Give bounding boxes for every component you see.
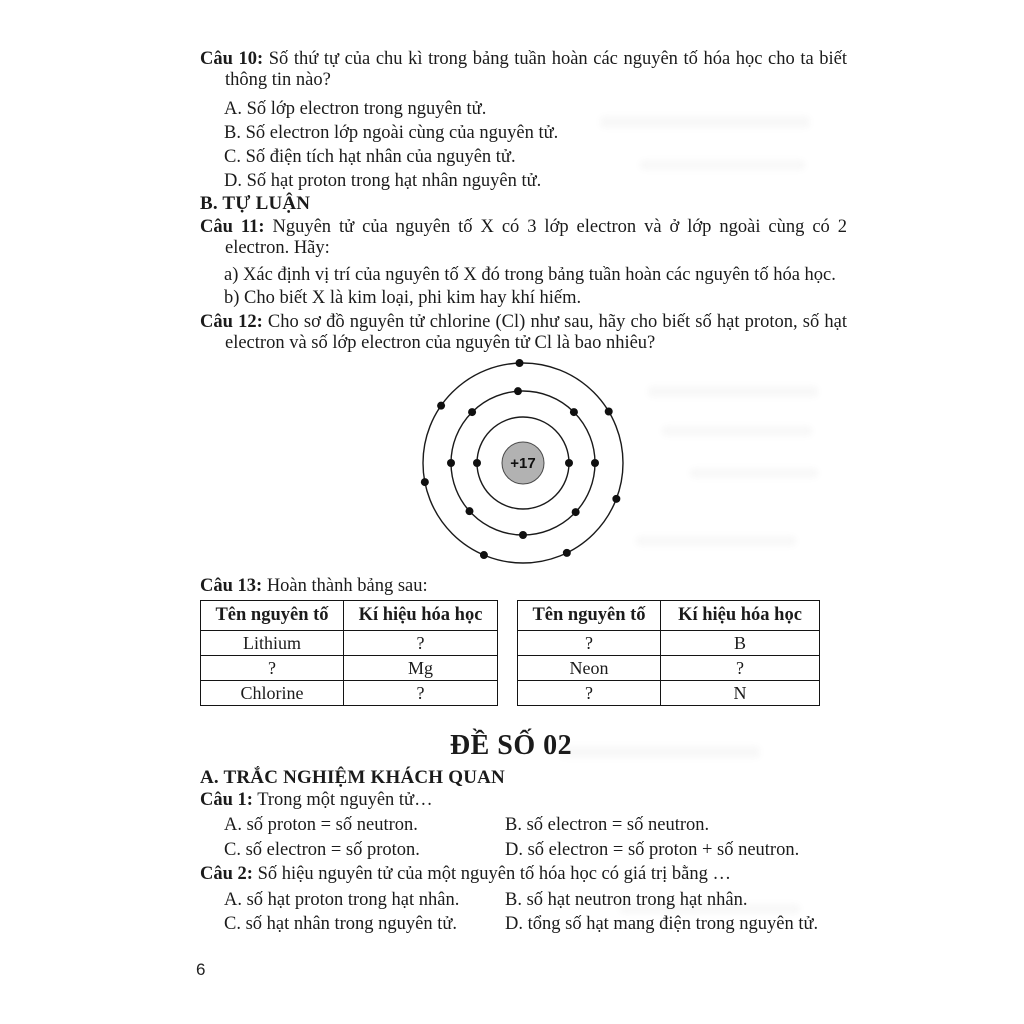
table-cell: Lithium	[201, 631, 344, 656]
electron-dot	[519, 531, 527, 539]
question-10	[200, 49, 847, 90]
question-13	[200, 576, 428, 597]
element-table-left	[200, 600, 498, 706]
table-row	[518, 681, 820, 706]
question-10-label: Câu 10:	[200, 49, 264, 69]
table-cell: ?	[344, 681, 498, 706]
question-10-text: Số thứ tự của chu kì trong bảng tuần hoàn các nguyên tố hóa học cho ta biết thông tin nào?	[225, 49, 848, 90]
table-cell: ?	[518, 681, 661, 706]
option-b: B. số electron = số neutron.	[505, 815, 710, 835]
bleed-through-artifact	[662, 426, 812, 436]
bleed-through-artifact	[648, 386, 818, 397]
table-row	[201, 656, 498, 681]
exam2-question-2-text: Số hiệu nguyên tử của một nguyên tố hóa học có giá trị bằng …	[257, 864, 732, 884]
exam2-question-1	[200, 790, 433, 811]
table-cell: Chlorine	[201, 681, 344, 706]
electron-dot	[465, 507, 473, 515]
electron-dot	[570, 408, 578, 416]
table-cell: Mg	[344, 656, 498, 681]
table-cell: N	[661, 681, 820, 706]
atom-diagram-svg	[412, 352, 634, 574]
question-11-text: Nguyên tử của nguyên tố X có 3 lớp electron và ở lớp ngoài cùng có 2 electron. Hãy:	[225, 217, 848, 258]
electron-dot	[473, 459, 481, 467]
electron-dot	[437, 402, 445, 410]
question-11-subitems	[224, 264, 836, 309]
question-12	[200, 312, 847, 353]
electron-dot	[563, 549, 571, 557]
question-10-options	[224, 97, 804, 193]
exam2-question-1-text: Trong một nguyên tử…	[257, 790, 433, 810]
electron-dot	[514, 387, 522, 395]
table-header-cell: Tên nguyên tố	[518, 601, 661, 631]
electron-dot	[468, 408, 476, 416]
option-d: D. Số hạt proton trong hạt nhân nguyên tử.	[224, 171, 542, 191]
table-row	[518, 631, 820, 656]
table-cell: Neon	[518, 656, 661, 681]
option-a: A. Số lớp electron trong nguyên tử.	[224, 99, 487, 119]
nucleus-charge-label: +17	[510, 455, 536, 472]
question-11-label: Câu 11:	[200, 217, 265, 237]
exam2-question-2	[200, 864, 847, 885]
table-cell: ?	[201, 656, 344, 681]
subitem-b: b) Cho biết X là kim loại, phi kim hay khí hiếm.	[224, 287, 582, 308]
electron-dot	[447, 459, 455, 467]
electron-dot	[605, 407, 613, 415]
exam2-question-1-options	[224, 813, 799, 863]
electron-dot	[572, 508, 580, 516]
electron-dot	[565, 459, 573, 467]
table-cell: ?	[518, 631, 661, 656]
subitem-a: a) Xác định vị trí của nguyên tố X đó trong bảng tuần hoàn các nguyên tố hóa học.	[224, 265, 836, 285]
table-row	[201, 681, 498, 706]
table-header-cell: Kí hiệu hóa học	[661, 601, 820, 631]
question-13-text: Hoàn thành bảng sau:	[266, 576, 428, 596]
table-header-cell: Tên nguyên tố	[201, 601, 344, 631]
option-a: A. số hạt proton trong hạt nhân.	[224, 890, 460, 910]
question-13-label: Câu 13:	[200, 576, 263, 596]
element-table-right	[517, 600, 820, 706]
section-a-heading: A. TRẮC NGHIỆM KHÁCH QUAN	[200, 767, 505, 788]
electron-dot	[480, 551, 488, 559]
page-number: 6	[196, 960, 206, 979]
bleed-through-artifact	[636, 536, 796, 546]
option-c: C. số electron = số proton.	[224, 840, 420, 860]
electron-dot	[612, 495, 620, 503]
question-12-label: Câu 12:	[200, 312, 263, 332]
table-row	[518, 656, 820, 681]
electron-dot	[591, 459, 599, 467]
question-11	[200, 217, 847, 258]
table-cell: ?	[661, 656, 820, 681]
option-a: A. số proton = số neutron.	[224, 815, 418, 835]
option-c: C. số hạt nhân trong nguyên tử.	[224, 914, 458, 934]
exam2-question-1-label: Câu 1:	[200, 790, 253, 810]
question-12-text: Cho sơ đồ nguyên tử chlorine (Cl) như sau, hãy cho biết số hạt proton, số hạt electron và số lớp electron của nguyên tử Cl là bao nhiêu?	[225, 312, 847, 353]
table-row	[201, 631, 498, 656]
electron-dot	[516, 359, 524, 367]
exam2-question-2-options	[224, 888, 818, 936]
option-d: D. số electron = số proton + số neutron.	[505, 840, 800, 860]
option-b: B. số hạt neutron trong hạt nhân.	[505, 890, 748, 910]
table-cell: ?	[344, 631, 498, 656]
electron-dot	[421, 478, 429, 486]
exam2-question-2-label: Câu 2:	[200, 864, 253, 884]
section-b-heading: B. TỰ LUẬN	[200, 193, 311, 214]
option-c: C. Số điện tích hạt nhân của nguyên tử.	[224, 147, 516, 167]
table-cell: B	[661, 631, 820, 656]
bleed-through-artifact	[690, 468, 818, 478]
option-b: B. Số electron lớp ngoài cùng của nguyên tử.	[224, 123, 559, 143]
exam-2-title: ĐỀ SỐ 02	[449, 730, 573, 761]
option-d: D. tổng số hạt mang điện trong nguyên tử.	[505, 914, 819, 934]
table-header-cell: Kí hiệu hóa học	[344, 601, 498, 631]
